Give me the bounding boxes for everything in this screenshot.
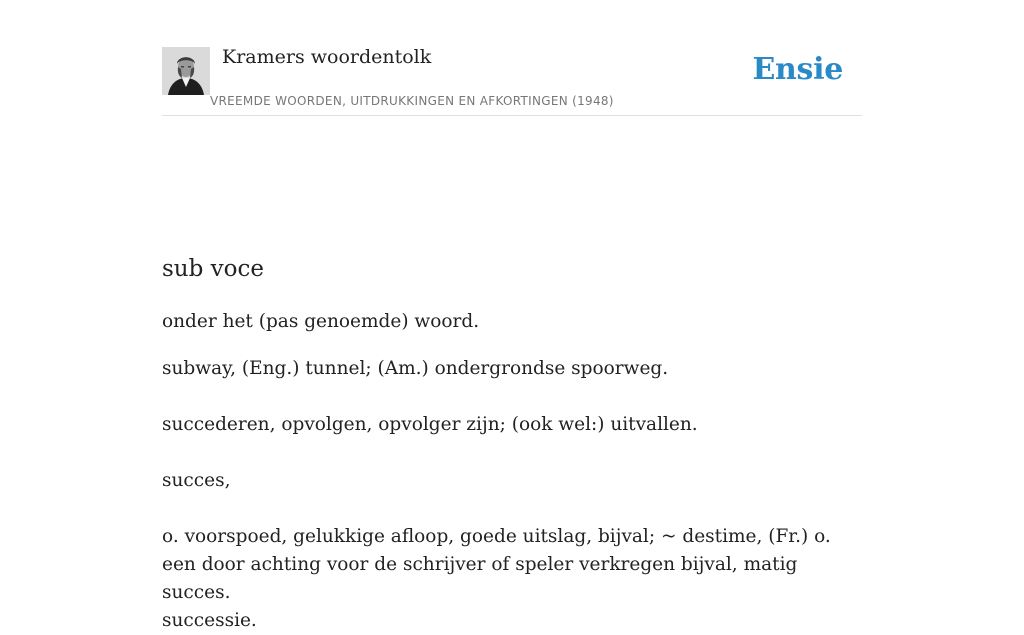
source-header xyxy=(162,0,862,116)
source-subtitle: VREEMDE WOORDEN, UITDRUKKINGEN EN AFKORTINGEN (1948) xyxy=(210,94,614,108)
source-title-link[interactable]: Kramers woordentolk xyxy=(222,46,432,68)
entry-paragraph: succes, xyxy=(162,470,231,491)
entry-paragraph: o. voorspoed, gelukkige afloop, goede uitslag, bijval; ~ destime, (Fr.) o. een door achting voor de schrijver of speler verkregen bijval, matig succes. xyxy=(162,526,831,603)
entry-paragraph: succederen, opvolgen, opvolger zijn; (ook wel:) uitvallen. xyxy=(162,414,698,435)
entry-definition: onder het (pas genoemde) woord. xyxy=(162,311,480,332)
ensie-logo-link[interactable]: Ensie xyxy=(752,52,843,87)
entry-paragraph: subway, (Eng.) tunnel; (Am.) ondergrondse spoorweg. xyxy=(162,358,669,379)
page xyxy=(162,0,862,631)
entry-headword: sub voce xyxy=(162,256,264,282)
portrait-avatar-icon[interactable] xyxy=(162,47,210,95)
entry-paragraph: successie. xyxy=(162,610,257,631)
